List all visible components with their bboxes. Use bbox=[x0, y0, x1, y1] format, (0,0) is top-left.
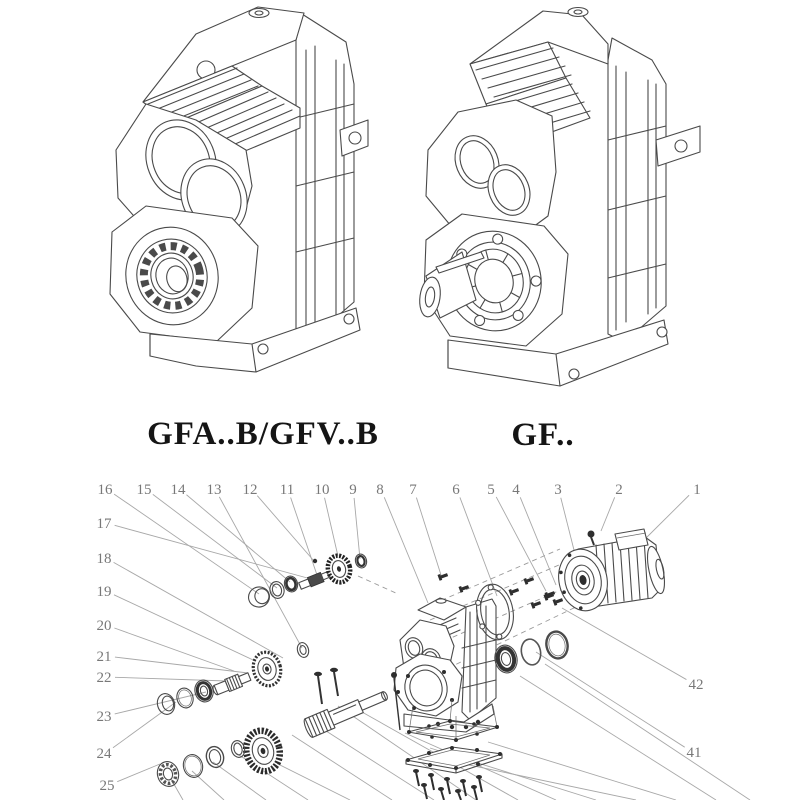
callout-19-label: 19 bbox=[96, 584, 112, 600]
exploded-view bbox=[97, 482, 751, 800]
part-motor bbox=[553, 529, 668, 615]
callout-9-leader bbox=[354, 498, 360, 559]
callout-11-label: 11 bbox=[279, 482, 295, 498]
callout-21-label: 21 bbox=[96, 649, 112, 665]
callout-22-leader bbox=[115, 677, 227, 681]
part-mid-bearing bbox=[192, 678, 215, 704]
part-snap-ring bbox=[519, 637, 543, 666]
callout-9-label: 9 bbox=[349, 482, 357, 498]
callout-20-label: 20 bbox=[96, 618, 112, 634]
gearbox-drawing-solid-shaft bbox=[417, 8, 700, 387]
callout-1-leader bbox=[641, 495, 689, 543]
part-bottom-seal bbox=[204, 745, 226, 770]
part-mid-shaft bbox=[211, 670, 252, 696]
callout-25-leader bbox=[117, 764, 160, 782]
part-mid-cap bbox=[155, 692, 177, 717]
cutoff-leader-9 bbox=[405, 733, 556, 800]
callout-11-leader bbox=[291, 497, 317, 575]
callout-22-label: 22 bbox=[96, 670, 112, 686]
cutoff-leader-11 bbox=[455, 762, 636, 800]
model-caption-right: GF.. bbox=[511, 417, 575, 453]
callout-4-leader bbox=[520, 497, 556, 585]
part-bottom-snap-ring bbox=[181, 752, 205, 779]
gearbox-drawing-hollow-shaft bbox=[110, 7, 368, 372]
callout-7-leader bbox=[416, 498, 441, 575]
part-mid-gear bbox=[250, 649, 285, 689]
part-mid-ring bbox=[175, 686, 196, 709]
motor-eye-bolt bbox=[588, 531, 595, 538]
callout-17-label: 17 bbox=[96, 516, 112, 532]
part-upper-screw bbox=[313, 559, 317, 563]
callout-24-leader bbox=[113, 702, 176, 748]
callout-2-label: 2 bbox=[615, 482, 623, 498]
callout-12-label: 12 bbox=[242, 482, 258, 498]
callout-42-leader bbox=[562, 608, 686, 680]
cutoff-leader-12 bbox=[488, 742, 676, 800]
callout-1-label: 1 bbox=[693, 482, 701, 498]
model-caption-left: GFA..B/GFV..B bbox=[147, 416, 379, 452]
callout-14-label: 14 bbox=[170, 482, 186, 498]
part-o-ring bbox=[544, 630, 570, 661]
cutoff-leader-14 bbox=[545, 664, 750, 800]
callout-5-label: 5 bbox=[487, 482, 495, 498]
part-upper-gear bbox=[325, 553, 353, 585]
callout-3-label: 3 bbox=[554, 482, 562, 498]
callout-18-label: 18 bbox=[96, 551, 112, 567]
callout-5-leader bbox=[496, 497, 546, 591]
callout-24-label: 24 bbox=[96, 746, 112, 762]
callout-8-label: 8 bbox=[376, 482, 384, 498]
callout-6-label: 6 bbox=[452, 482, 460, 498]
callout-16-label: 16 bbox=[97, 482, 113, 498]
callout-16-leader bbox=[114, 494, 259, 594]
callout-23-label: 23 bbox=[96, 709, 112, 725]
callout-4-label: 4 bbox=[512, 482, 520, 498]
part-bottom-gear bbox=[242, 727, 284, 775]
part-mid-washer bbox=[296, 641, 311, 658]
cutoff-leader-5 bbox=[292, 735, 392, 800]
callout-12-leader bbox=[257, 496, 314, 561]
part-bottom-ball-bearing bbox=[155, 759, 182, 789]
part-upper-washer bbox=[354, 553, 368, 569]
callout-17-leader bbox=[115, 525, 311, 579]
callout-2-leader bbox=[601, 497, 615, 531]
callout-13-label: 13 bbox=[206, 482, 222, 498]
callout-7-label: 7 bbox=[409, 482, 417, 498]
part-housing bbox=[391, 598, 496, 732]
callout-42-label: 42 bbox=[688, 677, 704, 693]
callout-6-leader bbox=[460, 497, 497, 596]
callout-15-label: 15 bbox=[136, 482, 152, 498]
callout-3-leader bbox=[561, 498, 575, 554]
callout-21-leader bbox=[115, 657, 248, 673]
callout-25-label: 25 bbox=[99, 778, 115, 794]
part-housing-studs bbox=[314, 668, 338, 704]
callout-13-leader bbox=[219, 497, 302, 648]
part-output-shaft bbox=[302, 686, 390, 739]
callout-18-leader bbox=[114, 562, 283, 658]
callout-10-label: 10 bbox=[314, 482, 330, 498]
callout-41-label: 41 bbox=[686, 745, 702, 761]
